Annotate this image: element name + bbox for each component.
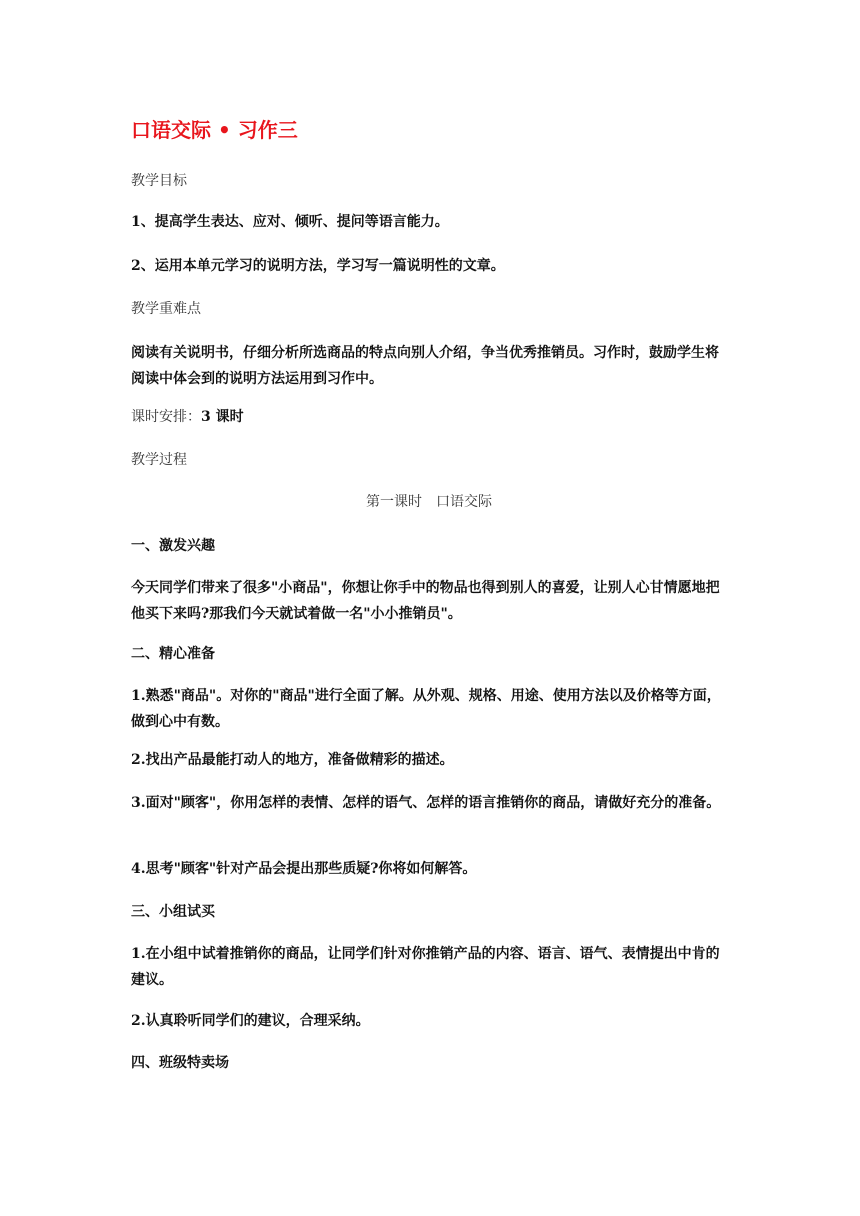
goal-item-2: 2、运用本单元学习的说明方法，学习写一篇说明性的文章。	[131, 258, 505, 274]
section-2-item-3: 3.面对"顾客"，你用怎样的表情、怎样的语气、怎样的语言推销你的商品，请做好充分的准备。	[131, 795, 721, 811]
key-points-text: 阅读有关说明书，仔细分析所选商品的特点向别人介绍，争当优秀推销员。习作时，鼓励学生将阅读中体会到的说明方法运用到习作中。	[131, 345, 719, 387]
section-1-heading: 一、激发兴趣	[131, 538, 215, 554]
schedule-line	[131, 404, 727, 430]
section-2-heading: 二、精心准备	[131, 646, 215, 662]
key-points-heading: 教学重难点	[131, 301, 201, 317]
schedule-value: 3 课时	[201, 409, 244, 425]
section-3-item-1: 1.在小组中试着推销你的商品，让同学们针对你推销产品的内容、语言、语气、表情提出中肯的建议。	[131, 946, 720, 988]
section-3-heading: 三、小组试买	[131, 904, 215, 920]
process-heading: 教学过程	[131, 452, 187, 468]
goal-item-1: 1、提高学生表达、应对、倾听、提问等语言能力。	[131, 214, 449, 230]
section-2-item-4: 4.思考"顾客"针对产品会提出那些质疑?你将如何解答。	[131, 861, 477, 877]
lesson-title: 第一课时 口语交际	[366, 494, 492, 510]
section-2-item-2: 2.找出产品最能打动人的地方，准备做精彩的描述。	[131, 752, 454, 768]
document-title: 口语交际 • 习作三	[131, 118, 298, 142]
section-1-text: 今天同学们带来了很多"小商品"，你想让你手中的物品也得到别人的喜爱，让别人心甘情愿地把他买下来吗?那我们今天就试着做一名"小小推销员"。	[131, 580, 720, 622]
section-4-heading: 四、班级特卖场	[131, 1055, 229, 1071]
section-3-item-2: 2.认真聆听同学们的建议，合理采纳。	[131, 1013, 370, 1029]
schedule-label: 课时安排：	[131, 409, 201, 425]
goals-heading: 教学目标	[131, 173, 187, 189]
section-2-item-1: 1.熟悉"商品"。对你的"商品"进行全面了解。从外观、规格、用途、使用方法以及价格等方面，做到心中有数。	[131, 688, 721, 730]
